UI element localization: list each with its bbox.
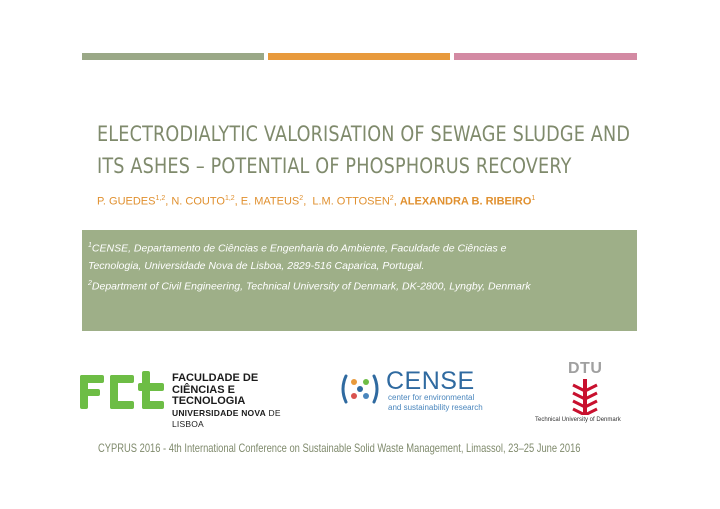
author: L.M. OTTOSEN [312,195,390,208]
affiliation-1-line2: Tecnologia, Universidade Nova de Lisboa, 2829-516 Caparica, Portugal. [88,259,425,272]
affil-sup: 2 [88,279,92,287]
fct-logo-text [172,373,310,431]
cense-name: CENSE [386,367,475,395]
cense-tagline-2: and sustainability research [388,402,483,412]
author: P. GUEDES [97,195,156,208]
fct-line-3-bold: UNIVERSIDADE NOVA [172,407,266,418]
affil-sup: 1 [88,242,92,249]
cense-tagline [388,393,483,412]
dtu-name: DTU [568,360,603,377]
cense-tagline-1: center for environmental [388,393,475,402]
affiliation-2: Department of Civil Engineering, Technical University of Denmark, DK-2800, Lyngby, Denmark [91,280,531,292]
affiliations-box [82,230,637,331]
fct-line-2: CIÊNCIAS E TECNOLOGIA [172,383,246,407]
author-affil-sup: 2 [299,195,304,202]
author-list: P. GUEDES$^{1,2}$, N. COUTO$^{1,2}$, E. MATEUS$^2$, L.M. OTTOSEN$^2$, ALEXANDRA B. RIBEIRO$^1$ [97,195,536,208]
page-title [97,119,631,183]
author-presenting: ALEXANDRA B. RIBEIRO [399,195,532,208]
fct-line-3-light: DE LISBOA [172,407,281,429]
author-affil-sup: 1 [531,195,536,202]
author-affil-sup: 1,2 [155,195,166,202]
dtu-tagline: Technical University of Denmark [535,417,621,423]
author: N. COUTO [171,195,225,208]
cense-logo [338,367,498,418]
cense-mark-icon [338,372,382,406]
decor-bar-pink [454,53,637,60]
fct-line-1: FACULDADE DE [172,372,259,384]
title-line-2: ITS ASHES – POTENTIAL OF PHOSPHORUS RECOVERY [97,154,572,179]
title-line-1: ELECTRODIALYTIC VALORISATION OF SEWAGE SLUDGE AND [97,122,631,147]
fct-line-3 [172,408,310,431]
dtu-logo [535,360,637,426]
author: E. MATEUS [240,195,300,208]
fct-mark-icon [80,371,166,411]
dtu-mark-icon [571,379,599,415]
decor-bar-green [82,53,264,60]
affiliations-text [88,237,633,295]
affiliation-1-line1: CENSE, Departamento de Ciências e Engenharia do Ambiente, Faculdade de Ciências e [91,242,507,255]
author-affil-sup: 1,2 [224,195,235,202]
fct-logo [80,371,310,429]
conference-footer: CYPRUS 2016 - 4th International Conference on Sustainable Solid Waste Management, Limassol, 23–25 June 2016 [98,441,581,455]
author-affil-sup: 2 [389,195,394,202]
decor-bar-orange [268,53,450,60]
